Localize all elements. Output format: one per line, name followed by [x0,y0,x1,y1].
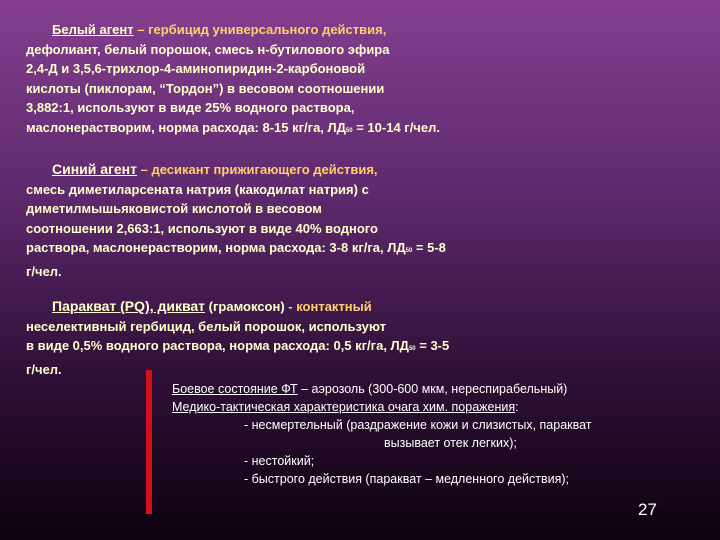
paragraph-last-line [26,118,586,142]
note-title-rest: – аэрозоль (300-600 мкм, нереспирабельный) [297,382,568,396]
note-list-item: - нестойкий; [244,454,315,468]
ld-subscript: 50 [408,346,416,352]
note-title-characteristics: Медико-тактическая характеристика очага хим. поражения [172,400,516,414]
heading-description: – десикант прижигающего действия, [137,162,378,177]
heading-description: – гербицид универсального действия, [133,22,387,37]
note-title-rest: : [515,400,519,414]
paragraph-line: дефолиант, белый порошок, смесь н-бутилового эфира [26,41,390,57]
paragraph-tail-line: г/чел. [26,263,62,279]
note-line [172,398,702,416]
dose-value: = 10-14 г/чел. [352,119,440,135]
dose-text: раствора, маслонерастворим, норма расхода: 3-8 кг/га, ЛД [26,240,406,255]
ld-subscript: 50 [405,248,413,254]
red-vertical-rule [146,370,152,514]
heading-blue-agent: Синий агент [52,161,137,177]
paragraph-paraquat [26,297,586,379]
paragraph-line: кислоты (пиклорам, “Тордон”) в весовом соотношении [26,80,385,96]
paragraph-white-agent [26,20,586,141]
dose-text: маслонерастворим, норма расхода: 8-15 кг/га, ЛД [26,119,346,135]
heading-paraquat: Паракват (PQ), дикват [52,298,206,314]
note-title-combat-state: Боевое состояние ФТ [172,382,298,396]
paragraph-line: 3,882:1, используют в виде 25% водного раствора, [26,100,355,115]
paragraph-tail-line: г/чел. [26,361,62,377]
note-list-item: - несмертельный (раздражение кожи и слизистых, паракват [244,418,592,432]
note-list-item: - быстрого действия (паракват – медленного действия); [244,472,569,486]
paragraph-last-line [26,336,586,360]
note-list-item-continuation: вызывает отек легких); [384,436,517,450]
paragraph-line: соотношении 2,663:1, используют в виде 40% водного [26,220,378,236]
note-block [172,380,702,488]
ld-subscript: 50 [345,127,353,134]
dose-value: = 5-8 [412,240,446,255]
paragraph-last-line [26,238,586,262]
dose-text: в виде 0,5% водного раствора, норма расхода: 0,5 кг/га, ЛД [26,338,409,353]
paragraph-first-line [26,297,586,317]
dose-value: = 3-5 [415,338,450,353]
paragraph-line: смесь диметиларсената натрия (какодилат натрия) с [26,181,369,197]
heading-aside: (грамоксон) [205,299,285,314]
paragraph-line: 2,4-Д и 3,5,6-трихлор-4-аминопиридин-2-карбоновой [26,61,366,76]
heading-white-agent: Белый агент [52,22,134,37]
paragraph-line: диметилмышьяковистой кислотой в весовом [26,201,322,216]
paragraph-first-line [26,20,586,40]
paragraph-first-line [26,160,586,180]
page-number: 27 [638,500,657,519]
paragraph-blue-agent [26,160,586,281]
heading-description: - контактный [284,299,372,314]
note-line [172,380,702,398]
paragraph-line: неселективный гербицид, белый порошок, используют [26,318,387,334]
